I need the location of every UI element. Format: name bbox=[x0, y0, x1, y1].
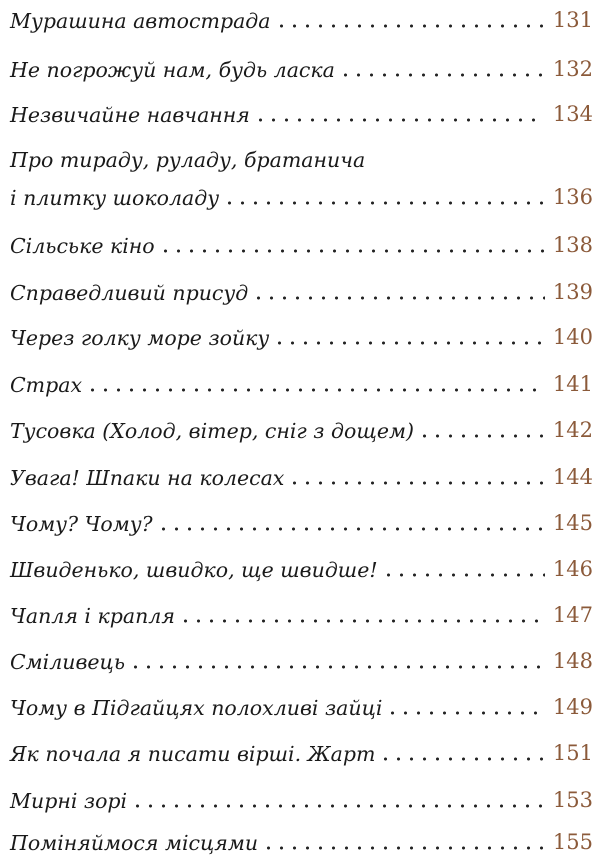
toc-entry-page: 134 bbox=[552, 102, 593, 126]
toc-entry[interactable] bbox=[10, 420, 593, 441]
toc-entry-title: Незвичайне навчання bbox=[10, 102, 250, 127]
toc-entry-title: Мирні зорі bbox=[10, 788, 128, 813]
dot-leader bbox=[273, 341, 545, 345]
toc-entry-title: Чому в Підгайцях полохливі зайці bbox=[10, 695, 383, 720]
dot-leader bbox=[252, 296, 545, 300]
toc-entry-page: 139 bbox=[552, 280, 593, 304]
toc-entry[interactable] bbox=[10, 327, 593, 348]
toc-entry[interactable] bbox=[10, 282, 593, 303]
dot-leader bbox=[386, 711, 544, 715]
dot-leader bbox=[223, 201, 545, 205]
dot-leader bbox=[262, 846, 545, 850]
toc-entry-title: і плитку шоколаду bbox=[10, 185, 220, 210]
dot-leader bbox=[418, 434, 545, 438]
dot-leader bbox=[179, 619, 545, 623]
toc-entry-title: Як почала я писати вірші. Жарт bbox=[10, 741, 376, 766]
dot-leader bbox=[382, 573, 545, 577]
toc-entry-title: Через голку море зойку bbox=[10, 325, 270, 350]
dot-leader bbox=[254, 118, 545, 122]
toc-entry[interactable] bbox=[10, 559, 593, 580]
dot-leader bbox=[275, 24, 545, 28]
toc-entry-title: Увага! Шпаки на колесах bbox=[10, 465, 285, 490]
toc-entry[interactable] bbox=[10, 59, 593, 80]
toc-entry-page: 146 bbox=[552, 557, 593, 581]
toc-entry[interactable] bbox=[10, 104, 593, 125]
toc-entry-title: Не погрожуй нам, будь ласка bbox=[10, 57, 335, 82]
toc-entry-title: Сільське кіно bbox=[10, 233, 155, 258]
toc-entry[interactable] bbox=[10, 187, 593, 208]
toc-entry[interactable] bbox=[10, 235, 593, 256]
toc-entry[interactable] bbox=[10, 605, 593, 626]
toc-entry-page: 136 bbox=[552, 185, 593, 209]
dot-leader bbox=[157, 527, 545, 531]
dot-leader bbox=[379, 757, 544, 761]
dot-leader bbox=[288, 481, 545, 485]
toc-entry-title: Поміняймося місцями bbox=[10, 830, 259, 855]
toc-entry-page: 149 bbox=[552, 695, 593, 719]
toc-entry-page: 151 bbox=[552, 741, 593, 765]
dot-leader bbox=[129, 665, 545, 669]
toc-entry[interactable] bbox=[10, 743, 593, 764]
toc-entry[interactable] bbox=[10, 651, 593, 672]
toc-entry-page: 131 bbox=[552, 8, 593, 32]
toc-entry-page: 144 bbox=[552, 465, 593, 489]
dot-leader bbox=[86, 388, 545, 392]
toc-entry[interactable] bbox=[10, 513, 593, 534]
toc-entry-title: Справедливий присуд bbox=[10, 280, 249, 305]
toc-entry-title-line1[interactable]: Про тираду, руладу, братанича bbox=[10, 148, 366, 172]
toc-entry-page: 145 bbox=[552, 511, 593, 535]
toc-entry-title: Тусовка (Холод, вітер, сніг з дощем) bbox=[10, 418, 414, 443]
toc-entry-page: 155 bbox=[552, 830, 593, 854]
toc-entry-page: 148 bbox=[552, 649, 593, 673]
dot-leader bbox=[159, 249, 545, 253]
toc-entry[interactable] bbox=[10, 697, 593, 718]
toc-entry[interactable] bbox=[10, 10, 593, 31]
toc-entry-title: Чому? Чому? bbox=[10, 511, 153, 536]
dot-leader bbox=[339, 73, 545, 77]
toc-entry[interactable] bbox=[10, 467, 593, 488]
toc-entry-page: 140 bbox=[552, 325, 593, 349]
toc-entry[interactable] bbox=[10, 790, 593, 811]
toc-entry-page: 138 bbox=[552, 233, 593, 257]
toc-entry-title: Сміливець bbox=[10, 649, 126, 674]
toc-entry-page: 153 bbox=[552, 788, 593, 812]
toc-entry-page: 141 bbox=[552, 372, 593, 396]
toc-entry-page: 142 bbox=[552, 418, 593, 442]
toc-entry[interactable] bbox=[10, 832, 593, 853]
toc-entry[interactable] bbox=[10, 374, 593, 395]
toc-entry-title: Швиденько, швидко, ще швидше! bbox=[10, 557, 378, 582]
toc-entry-title: Мурашина автострада bbox=[10, 8, 271, 33]
toc-entry-page: 132 bbox=[552, 57, 593, 81]
toc-entry-title: Чапля і крапля bbox=[10, 603, 175, 628]
toc-entry-title: Страх bbox=[10, 372, 83, 397]
dot-leader bbox=[131, 804, 545, 808]
toc-entry-page: 147 bbox=[552, 603, 593, 627]
